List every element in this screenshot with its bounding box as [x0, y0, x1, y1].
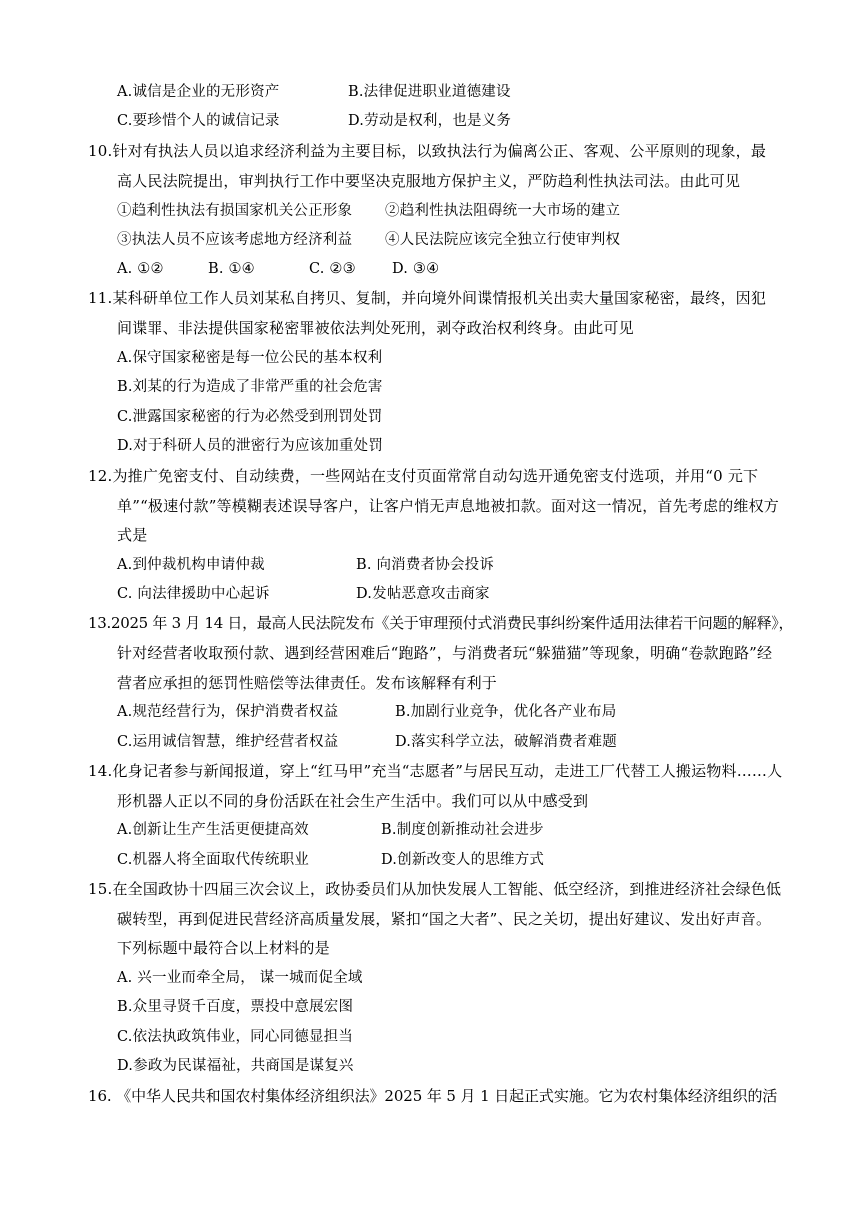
q14-option-b: B.制度创新推动社会进步 — [381, 822, 544, 838]
q13-option-a: A.规范经营行为，保护消费者权益 — [117, 704, 339, 720]
q10-stem-line-2: 高人民法院提出，审判执行工作中要坚决克服地方保护主义，严防趋利性执法司法。由此可见 — [117, 172, 741, 190]
q9-option-d: D.劳动是权利，也是义务 — [348, 113, 512, 129]
q15-stem-line-2: 碳转型，再到促进民营经济高质量发展，紧扣“国之大者”、民之关切，提出好建议、发出好声音。 — [117, 910, 772, 928]
q13-option-b: B.加剧行业竞争，优化各产业布局 — [395, 704, 617, 720]
q12-option-c: C. 向法律援助中心起诉 — [117, 586, 270, 602]
q10-option-c: C. ②③ — [309, 261, 356, 277]
q12-stem-line-2: 单”“极速付款”等模糊表述误导客户，让客户悄无声息地被扣款。面对这一情况，首先考虑的维权方 — [117, 497, 780, 515]
q13-stem-line-3: 营者应承担的惩罚性赔偿等法律责任。发布该解释有利于 — [117, 674, 498, 692]
q11-stem-line-1: 11.某科研单位工作人员刘某私自拷贝、复制，并向境外间谍情报机关出卖大量国家秘密，最终，因犯 — [88, 289, 767, 307]
q12-option-a: A.到仲裁机构申请仲裁 — [117, 557, 265, 573]
q14-stem-line-2: 形机器人正以不同的身份活跃在社会生产生活中。我们可以从中感受到 — [117, 792, 589, 810]
q10-stem-line-1: 10.针对有执法人员以追求经济利益为主要目标，以致执法行为偏离公正、客观、公平原则的现象，最 — [88, 142, 767, 160]
q11-option-c: C.泄露国家秘密的行为必然受到刑罚处罚 — [117, 409, 383, 425]
q15-option-d: D.参政为民谋福祉，共商国是谋复兴 — [117, 1058, 354, 1074]
q9-option-c: C.要珍惜个人的诚信记录 — [117, 113, 280, 129]
q12-option-d: D.发帖恶意攻击商家 — [356, 586, 490, 602]
q13-stem-line-1: 13.2025 年 3 月 14 日，最高人民法院发布《关于审理预付式消费民事纠纷案件适用法律若干问题的解释》， — [88, 614, 794, 632]
q13-stem-line-2: 针对经营者收取预付款、遇到经营困难后“跑路”，与消费者玩“躲猫猫”等现象，明确“卷款跑路”经 — [117, 644, 773, 662]
q10-option-b: B. ①④ — [208, 261, 255, 277]
q13-option-d: D.落实科学立法，破解消费者难题 — [395, 734, 617, 750]
q12-option-b: B. 向消费者协会投诉 — [356, 557, 495, 573]
q11-option-a: A.保守国家秘密是每一位公民的基本权利 — [117, 350, 383, 366]
q11-option-b: B.刘某的行为造成了非常严重的社会危害 — [117, 379, 383, 395]
q9-option-b: B.法律促进职业道德建设 — [348, 84, 511, 100]
q10-statement-2: ②趋利性执法阻碍统一大市场的建立 — [385, 203, 621, 219]
q10-statement-1: ①趋利性执法有损国家机关公正形象 — [117, 203, 353, 219]
q15-option-a: A. 兴一业而牵全局， 谋一城而促全域 — [117, 970, 363, 986]
q12-stem-line-1: 12.为推广免密支付、自动续费，一些网站在支付页面常常自动勾选开通免密支付选项，并用“0 元下 — [88, 467, 759, 485]
q15-stem-line-1: 15.在全国政协十四届三次会议上，政协委员们从加快发展人工智能、低空经济，到推进经济社会绿色低 — [88, 880, 782, 898]
q10-statement-4: ④人民法院应该完全独立行使审判权 — [385, 232, 621, 248]
q15-option-c: C.依法执政筑伟业，同心同德显担当 — [117, 1029, 354, 1045]
q13-option-c: C.运用诚信智慧，维护经营者权益 — [117, 734, 339, 750]
q14-option-a: A.创新让生产生活更便捷高效 — [117, 822, 309, 838]
q10-option-d: D. ③④ — [392, 261, 440, 277]
q16-stem-line-1: 16. 《中华人民共和国农村集体经济组织法》2025 年 5 月 1 日起正式实施。它为农村集体经济组织的活 — [88, 1087, 778, 1105]
q12-stem-line-3: 式是 — [117, 526, 148, 544]
q14-option-c: C.机器人将全面取代传统职业 — [117, 852, 309, 868]
q11-option-d: D.对于科研人员的泄密行为应该加重处罚 — [117, 438, 384, 454]
q14-stem-line-1: 14.化身记者参与新闻报道，穿上“红马甲”充当“志愿者”与居民互动，走进工厂代替工人搬运物料……人 — [88, 762, 783, 780]
q10-statement-3: ③执法人员不应该考虑地方经济利益 — [117, 232, 353, 248]
q10-option-a: A. ①② — [117, 261, 164, 277]
q14-option-d: D.创新改变人的思维方式 — [381, 852, 545, 868]
q11-stem-line-2: 间谍罪、非法提供国家秘密罪被依法判处死刑，剥夺政治权利终身。由此可见 — [117, 319, 634, 337]
q9-option-a: A.诚信是企业的无形资产 — [117, 84, 280, 100]
q15-stem-line-3: 下列标题中最符合以上材料的是 — [117, 939, 330, 957]
q15-option-b: B.众里寻贤千百度，票投中意展宏图 — [117, 999, 354, 1015]
